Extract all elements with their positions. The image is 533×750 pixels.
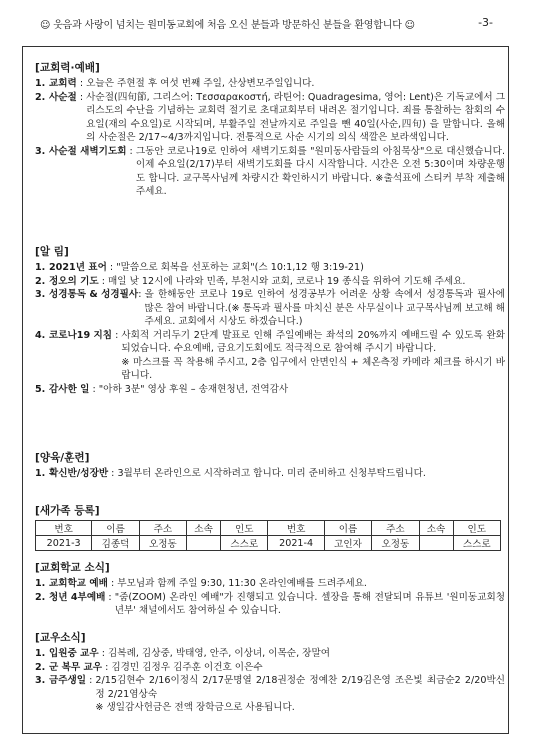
section-notices: [35, 244, 505, 396]
list-item: [35, 91, 505, 145]
list-item: [35, 261, 505, 275]
table-header: 주소: [372, 521, 419, 536]
section-church-calendar: [35, 60, 505, 199]
item-colon: :: [76, 91, 87, 103]
item-text: 사순절(四旬節, 그리스어: Τεσσαρακοστή, 라틴어: Quadragesima, 영어: Lent)은 기독교에서 그리스도의 수난을 기념하는 교회력 절기로 초대교회부터 내려온 절기입니다. 죄를 통찰하는 참회의 수요일(재의 수요일)로 시작되며, 부활주일 전날까지로 주일을 뺀 40일(사순,四旬) 을 말합니다. 올해의 사순절은 2/17~4/3까지입니다. 전통적으로 사순 시기의 의식 색깔은 보라색입니다.: [86, 91, 505, 143]
list-item: [35, 383, 505, 397]
item-number: 1.: [35, 648, 46, 659]
table-header: 소속: [187, 521, 221, 536]
list-item: [35, 674, 505, 715]
item-number: 2.: [35, 91, 46, 103]
table-cell: 고인자: [324, 536, 371, 551]
section-title: [양육/훈련]: [35, 452, 90, 464]
list-item: [35, 329, 505, 383]
list-item: [35, 288, 505, 329]
section-member-news: [35, 630, 505, 715]
item-text: "말씀으로 회복을 선포하는 교회"(스 10:1,12 행 3:19-21): [116, 262, 364, 273]
section-new-family: [35, 503, 505, 551]
table-cell: [419, 536, 453, 551]
item-number: 2.: [35, 275, 46, 287]
table-header: 인도: [453, 521, 500, 536]
item-number: 5.: [35, 383, 46, 395]
table-cell: [187, 536, 221, 551]
item-colon: :: [138, 289, 145, 300]
item-label: 감사한 일: [49, 383, 90, 395]
item-number: 2.: [35, 591, 46, 603]
item-number: 2.: [35, 661, 46, 673]
welcome-tagline: ☺ 웃음과 사랑이 넘치는 원미동교회에 처음 오신 분들과 방문하신 분들을 환영합니다 ☺: [40, 20, 415, 31]
item-label: 정오의 기도: [49, 275, 99, 287]
item-text: 오늘은 주현절 후 여섯 번째 주일, 산상변모주일입니다.: [86, 78, 315, 89]
item-text: 그동안 코로나19로 인하여 새벽기도회를 "원미동사람들의 아침묵상"으로 대신했습니다. 이제 수요일(2/17)부터 새벽기도회를 다시 시작합니다. 시간은 오전 5:30이며 차량운행도 합니다. 교구목사님께 차량시간 확인하시기 바랍니다. ※출석표에 스티커 부착 제출해 주세요.: [135, 145, 505, 197]
section-title: [교회력·예배]: [35, 62, 100, 74]
item-label: 금주생일: [49, 675, 87, 686]
item-label: 사순절: [49, 91, 77, 103]
section-church-school: [35, 560, 505, 618]
item-text: 김복례, 김상중, 박태영, 안주, 이상녀, 이목순, 장말여: [108, 648, 330, 659]
list-item: [35, 145, 505, 199]
item-label: 성경통독 & 성경필사: [49, 289, 139, 300]
table-cell: 2021-3: [36, 536, 92, 551]
table-header: 이름: [324, 521, 371, 536]
item-colon: :: [105, 591, 115, 603]
item-text: 부모님과 함께 주일 9:30, 11:30 온라인예배를 드려주세요.: [117, 578, 367, 589]
table-header: 소속: [419, 521, 453, 536]
item-text: 3월부터 온라인으로 시작하려고 합니다. 미리 준비하고 신청부탁드립니다.: [117, 468, 426, 479]
item-number: 1.: [35, 78, 46, 89]
table-cell: 스스로: [221, 536, 268, 551]
new-family-table: [35, 520, 501, 551]
item-colon: :: [76, 78, 87, 89]
table-cell: 오정동: [139, 536, 186, 551]
list-item: [35, 77, 505, 91]
table-header: 번호: [36, 521, 92, 536]
item-text: "줌(ZOOM) 온라인 예배"가 진행되고 있습니다. 셀장을 통해 전달되며 유튜브 '원미동교회청년부' 채널에서도 참여하실 수 있습니다.: [114, 591, 505, 616]
table-cell: 스스로: [453, 536, 500, 551]
item-colon: :: [126, 145, 136, 157]
section-title: [알 림]: [35, 246, 69, 258]
item-text: "아하 3분" 영상 후원 – 송재현청년, 전역감사: [98, 383, 289, 395]
table-header: 번호: [268, 521, 324, 536]
section-title: [교회학교 소식]: [35, 562, 110, 574]
item-text: 김경민 김정우 김주훈 이건호 이은수: [111, 661, 263, 673]
table-header: 이름: [92, 521, 139, 536]
table-header-row: [36, 521, 501, 536]
item-colon: :: [107, 578, 118, 589]
list-item: [35, 661, 505, 675]
item-text: 올 한해동안 코로나 19로 인하여 성경공부가 어려운 상황 속에서 성경통독과 필사에 많은 참여 바랍니다.(※ 통독과 필사를 마치신 분은 사무실이나 교구목사님께 보고해 해주세요. 교회에서 시상도 하겠습니다.): [144, 289, 505, 327]
item-number: 1.: [35, 468, 46, 479]
item-label: 청년 4부예배: [49, 591, 106, 603]
list-item: [35, 275, 505, 289]
section-title: [교우소식]: [35, 632, 86, 644]
item-label: 입원중 교우: [49, 648, 99, 659]
item-label: 사순절 새벽기도회: [49, 145, 127, 157]
table-cell: 2021-4: [268, 536, 324, 551]
item-colon: :: [108, 468, 118, 479]
item-number: 3.: [35, 145, 46, 157]
item-label: 2021년 표어: [49, 262, 107, 273]
item-number: 4.: [35, 329, 46, 341]
item-label: 교회력: [49, 78, 77, 89]
table-header: 주소: [139, 521, 186, 536]
table-row: [36, 536, 501, 551]
item-text: 2/15김현수 2/16이정식 2/17문명열 2/18권정순 정예찬 2/19김은영 조은빛 최금순2 2/20박신정 2/21염상숙: [95, 675, 505, 700]
item-label: 교회학교 예배: [49, 578, 108, 589]
list-item: [35, 577, 505, 591]
item-note: ※ 생일감사헌금은 전액 장학금으로 사용됩니다.: [95, 702, 295, 713]
item-number: 3.: [35, 675, 46, 686]
item-colon: :: [106, 262, 117, 273]
item-text-block: [95, 674, 505, 715]
list-item: [35, 467, 505, 481]
table-header: 인도: [221, 521, 268, 536]
item-colon: :: [89, 383, 99, 395]
list-item: [35, 647, 505, 661]
item-number: 3.: [35, 289, 46, 300]
item-colon: :: [112, 329, 122, 341]
item-colon: :: [98, 648, 109, 659]
table-cell: 오정동: [372, 536, 419, 551]
item-number: 1.: [35, 262, 46, 273]
item-text: 사회적 거리두기 2단계 발표로 인해 주일예배는 좌석의 20%까지 예배드릴 수 있도록 완화되었습니다. 수요예배, 금요기도회에도 적극적으로 참여해 주시기 바랍니다.: [121, 329, 505, 354]
item-number: 1.: [35, 578, 46, 589]
table-cell: 김종덕: [92, 536, 139, 551]
item-label: 군 복무 교우: [49, 661, 103, 673]
list-item: [35, 591, 505, 618]
page-number: -3-: [478, 16, 493, 29]
item-colon: :: [102, 661, 112, 673]
item-label: 확신반/성장반: [49, 468, 109, 479]
section-training: [35, 450, 505, 481]
item-colon: :: [98, 275, 109, 287]
item-text-block: [121, 329, 505, 383]
page-header: [0, 16, 533, 34]
item-colon: :: [86, 675, 96, 686]
item-text: 매일 낮 12시에 나라와 민족, 부천시와 교회, 코로나 19 종식을 위하여 기도해 주세요.: [108, 275, 466, 287]
item-label: 코로나19 지침: [49, 329, 113, 341]
item-note: ※ 마스크를 꼭 착용해 주시고, 2층 입구에서 안면인식 + 체온측정 카메라 체크를 하시기 바랍니다.: [121, 356, 505, 381]
section-title: [새가족 등록]: [35, 505, 100, 517]
